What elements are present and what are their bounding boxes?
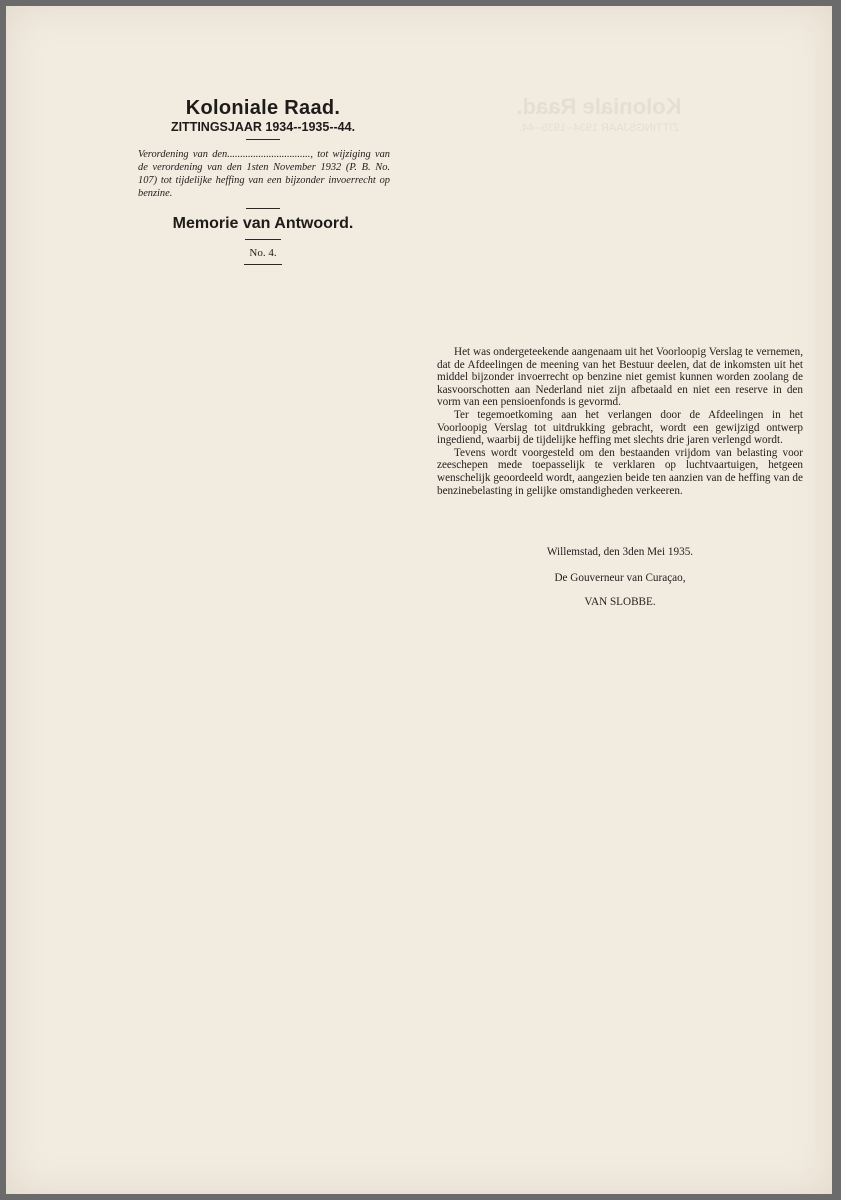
document-header [132, 96, 394, 265]
memorie-body [437, 346, 803, 608]
bleed-through-text: Koloniale Raad. ZITTINGSJAAR 1934--1935--44. [516, 94, 682, 134]
document-type: Memorie van Antwoord. [172, 215, 354, 232]
divider [246, 208, 280, 209]
ordinance-subject: Verordening van den................................, tot wijziging van de verordening van den 1sten November 1932 (P. B. No. 107) tot tijdelijke heffing van een bijzonder invoerrecht op benzine. [138, 149, 390, 199]
divider [244, 264, 282, 265]
document-page [6, 6, 832, 1194]
signatory-office: De Gouverneur van Curaçao, [554, 572, 686, 584]
divider [245, 239, 281, 240]
document-number: No. 4. [249, 247, 277, 259]
body-paragraph: Ter tegemoetkoming aan het verlangen door de Afdeelingen in het Voorloopig Verslag tot uitdrukking gebracht, wordt een gewijzigd ontwerp ingediend, waarbij de tijdelijke heffing met slechts drie jaren verlengd wordt. [437, 408, 803, 447]
divider [246, 139, 280, 140]
place-date: Willemstad, den 3den Mei 1935. [546, 546, 694, 558]
council-title: Koloniale Raad. [185, 97, 341, 119]
body-paragraph: Tevens wordt voorgesteld om den bestaanden vrijdom van belasting voor zeeschepen mede toepasselijk te verklaren op luchtvaartuigen, hetgeen wenschelijk geoordeeld wordt, aangezien beide ten aanzien van de heffing van de benzinebelasting in gelijke omstandigheden verkeeren. [437, 446, 803, 497]
signatory-name: VAN SLOBBE. [584, 596, 656, 608]
body-paragraph: Het was ondergeteekende aangenaam uit het Voorloopig Verslag te vernemen, dat de Afdeelingen de meening van het Bestuur deelen, dat de inkomsten uit het middel bijzonder invoerrecht op benzine niet gemist kunnen worden zoolang de kasvoorschotten aan Nederland niet zijn afbetaald en niet een reserve in den vorm van een pensioenfonds is gevormd. [437, 346, 803, 409]
session-year: ZITTINGSJAAR 1934--1935--44. [170, 120, 356, 134]
